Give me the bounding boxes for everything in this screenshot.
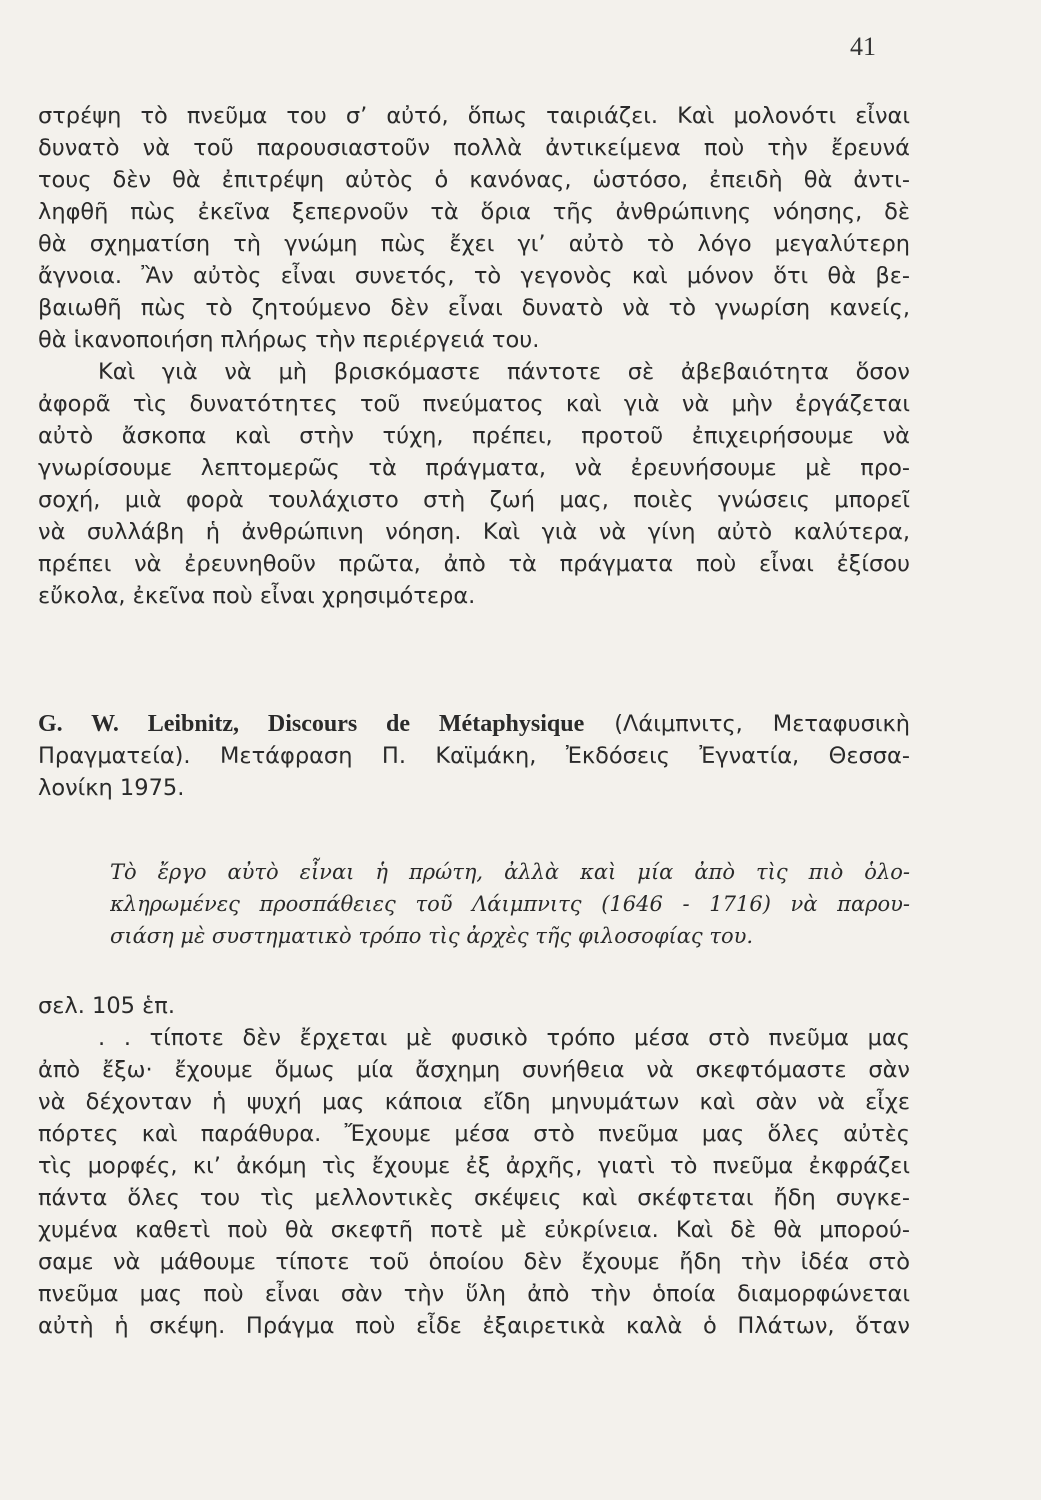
- text-line: θὰ ἱκανοποιήση πλήρως τὴν περιέργειά του.: [38, 327, 540, 353]
- text-line: νὰ δέχονταν ἡ ψυχή μας κάποια εἴδη μηνυμάτων καὶ σὰν νὰ εἶχε: [38, 1089, 910, 1115]
- text-line: πάντα ὅλες του τὶς μελλοντικὲς σκέψεις καὶ σκέφτεται ἤδη συγκε-: [38, 1185, 910, 1211]
- text-line: σαμε νὰ μάθουμε τίποτε τοῦ ὁποίου δὲν ἔχουμε ἤδη τὴν ἰδέα στὸ: [38, 1249, 910, 1275]
- text-line: πόρτες καὶ παράθυρα. Ἔχουμε μέσα στὸ πνεῦμα μας ὅλες αὐτὲς: [38, 1121, 910, 1147]
- text-line: βαιωθῆ πὼς τὸ ζητούμενο δὲν εἶναι δυνατὸ νὰ τὸ γνωρίση κανείς,: [38, 295, 910, 321]
- description-line: Τὸ ἔργο αὐτὸ εἶναι ἡ πρώτη, ἀλλὰ καὶ μία ἀπὸ τὶς πιὸ ὁλο-: [110, 860, 910, 884]
- text-line: ληφθῆ πὼς ἐκεῖνα ξεπερνοῦν τὰ ὅρια τῆς ἀνθρώπινης νόησης, δὲ: [38, 199, 910, 225]
- work-description: [110, 856, 910, 952]
- text-line: αὐτὸ ἄσκοπα καὶ στὴν τύχη, πρέπει, προτοῦ ἐπιχειρήσουμε νὰ: [38, 423, 910, 449]
- citation-translation: (Λάιμπνιτς, Μεταφυσικὴ: [584, 711, 910, 737]
- text-line: στρέψη τὸ πνεῦμα του σ’ αὐτό, ὅπως ταιριάζει. Καὶ μολονότι εἶναι: [38, 103, 910, 129]
- text-line: ἀπὸ ἔξω· ἔχουμε ὅμως μία ἄσχημη συνήθεια νὰ σκεφτόμαστε σὰν: [38, 1057, 910, 1083]
- page-reference: σελ. 105 ἑπ.: [38, 993, 175, 1019]
- text-line: ἀφορᾶ τὶς δυνατότητες τοῦ πνεύματος καὶ γιὰ νὰ μὴν ἐργάζεται: [38, 391, 910, 417]
- text-line: ἄγνοια. Ἂν αὐτὸς εἶναι συνετός, τὸ γεγονὸς καὶ μόνον ὅτι θὰ βε-: [38, 263, 910, 289]
- text-line: αὐτὴ ἡ σκέψη. Πράγμα ποὺ εἶδε ἐξαιρετικὰ καλὰ ὁ Πλάτων, ὅταν: [38, 1313, 910, 1339]
- text-line: δυνατὸ νὰ τοῦ παρουσιαστοῦν πολλὰ ἀντικείμενα ποὺ τὴν ἔρευνά: [38, 135, 910, 161]
- text-line: νὰ συλλάβη ἡ ἀνθρώπινη νόηση. Καὶ γιὰ νὰ γίνη αὐτὸ καλύτερα,: [38, 519, 910, 545]
- text-line: θὰ σχηματίση τὴ γνώμη πὼς ἔχει γι’ αὐτὸ τὸ λόγο μεγαλύτερη: [38, 231, 910, 257]
- citation: [38, 708, 910, 804]
- text-line: τους δὲν θὰ ἐπιτρέψη αὐτὸς ὁ κανόνας, ὡστόσο, ἐπειδὴ θὰ ἀντι-: [38, 167, 910, 193]
- page-number: 41: [850, 32, 876, 61]
- text-line: πνεῦμα μας ποὺ εἶναι σὰν τὴν ὕλη ἀπὸ τὴν ὁποία διαμορφώνεται: [38, 1281, 910, 1307]
- description-line: κληρωμένες προσπάθειες τοῦ Λάιμπνιτς (1646 - 1716) νὰ παρου-: [110, 892, 910, 916]
- citation-line: [38, 708, 910, 740]
- description-line: σιάση μὲ συστηματικὸ τρόπο τὶς ἀρχὲς τῆς φιλοσοφίας του.: [110, 924, 754, 948]
- citation-author-work: G. W. Leibnitz, Discours de Métaphysique: [38, 711, 585, 737]
- text-line: τὶς μορφές, κι’ ἀκόμη τὶς ἔχουμε ἐξ ἀρχῆς, γιατὶ τὸ πνεῦμα ἐκφράζει: [38, 1153, 910, 1179]
- text-line: σοχή, μιὰ φορὰ τουλάχιστο στὴ ζωή μας, ποιὲς γνώσεις μπορεῖ: [38, 487, 910, 513]
- paragraph-3: [38, 990, 910, 1342]
- paragraph-1: [38, 100, 910, 612]
- text-line: Καὶ γιὰ νὰ μὴ βρισκόμαστε πάντοτε σὲ ἀβεβαιότητα ὅσον: [98, 359, 910, 385]
- citation-line: λονίκη 1975.: [38, 775, 185, 801]
- text-line: εὔκολα, ἐκεῖνα ποὺ εἶναι χρησιμότερα.: [38, 583, 476, 609]
- text-line: . . τίποτε δὲν ἔρχεται μὲ φυσικὸ τρόπο μέσα στὸ πνεῦμα μας: [98, 1025, 910, 1051]
- text-line: πρέπει νὰ ἐρευνηθοῦν πρῶτα, ἀπὸ τὰ πράγματα ποὺ εἶναι ἐξίσου: [38, 551, 910, 577]
- text-line: γνωρίσουμε λεπτομερῶς τὰ πράγματα, νὰ ἐρευνήσουμε μὲ προ-: [38, 455, 910, 481]
- citation-line: Πραγματεία). Μετάφραση Π. Καϊμάκη, Ἐκδόσεις Ἐγνατία, Θεσσα-: [38, 743, 910, 769]
- text-line: χυμένα καθετὶ ποὺ θὰ σκεφτῆ ποτὲ μὲ εὐκρίνεια. Καὶ δὲ θὰ μπορού-: [38, 1217, 910, 1243]
